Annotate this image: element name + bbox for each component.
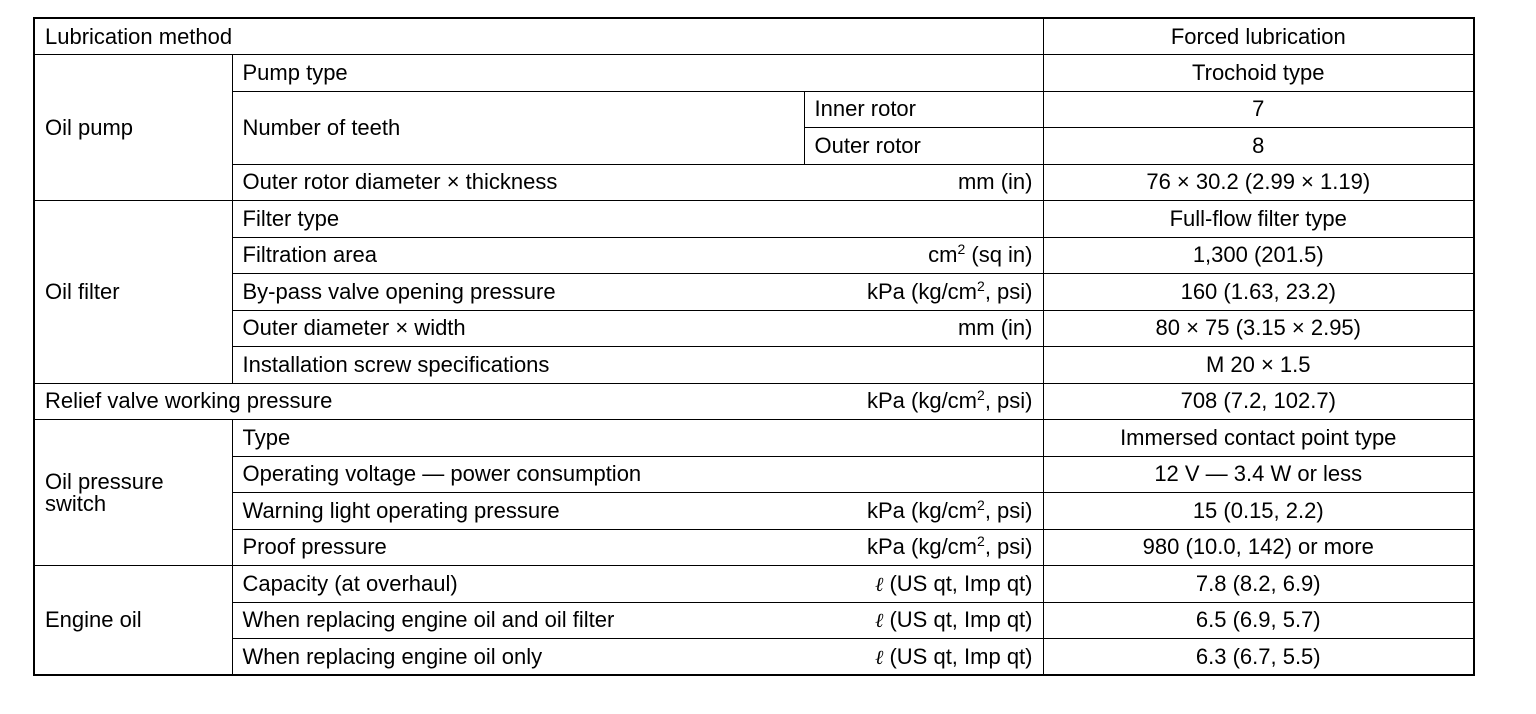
table-row	[34, 493, 1474, 530]
operating-voltage-label: Operating voltage — power consumption	[232, 456, 1043, 493]
installation-screw-value: M 20 × 1.5	[1043, 347, 1474, 384]
capacity-unit: ℓ (US qt, Imp qt)	[804, 566, 1043, 603]
number-of-teeth-label: Number of teeth	[232, 91, 804, 164]
filter-type-label: Filter type	[232, 201, 1043, 238]
oil-only-value: 6.3 (6.7, 5.5)	[1043, 639, 1474, 676]
litre-icon: ℓ	[875, 644, 884, 669]
pump-type-value: Trochoid type	[1043, 55, 1474, 92]
warning-pressure-label: Warning light operating pressure	[232, 493, 804, 530]
oil-filter-label: Oil filter	[34, 201, 232, 384]
table-row	[34, 237, 1474, 274]
switch-type-label: Type	[232, 420, 1043, 457]
table-row	[34, 91, 1474, 128]
relief-valve-label: Relief valve working pressure	[34, 383, 804, 420]
outer-rotor-dimension-label: Outer rotor diameter × thickness	[232, 164, 804, 201]
warning-pressure-value: 15 (0.15, 2.2)	[1043, 493, 1474, 530]
proof-pressure-unit: kPa ($kg/cm^2$, psi)	[804, 529, 1043, 566]
bypass-pressure-label: By-pass valve opening pressure	[232, 274, 804, 311]
relief-valve-value: 708 (7.2, 102.7)	[1043, 383, 1474, 420]
capacity-value: 7.8 (8.2, 6.9)	[1043, 566, 1474, 603]
oil-and-filter-unit: ℓ (US qt, Imp qt)	[804, 602, 1043, 639]
table-row	[34, 201, 1474, 238]
lubrication-method-value: Forced lubrication	[1043, 18, 1474, 55]
outer-rotor-label: Outer rotor	[804, 128, 1043, 165]
filtration-area-value: 1,300 (201.5)	[1043, 237, 1474, 274]
lubrication-method-label: Lubrication method	[34, 18, 1043, 55]
outer-diameter-label: Outer diameter × width	[232, 310, 804, 347]
table-row	[34, 566, 1474, 603]
lubrication-spec-table	[33, 17, 1475, 676]
table-row	[34, 420, 1474, 457]
proof-pressure-value: 980 (10.0, 142) or more	[1043, 529, 1474, 566]
relief-valve-unit: kPa ($kg/cm^2$, psi)	[804, 383, 1043, 420]
oil-pump-label: Oil pump	[34, 55, 232, 201]
table-row	[34, 383, 1474, 420]
capacity-label: Capacity (at overhaul)	[232, 566, 804, 603]
table-row	[34, 456, 1474, 493]
table-row	[34, 55, 1474, 92]
outer-rotor-dimension-value: 76 × 30.2 (2.99 × 1.19)	[1043, 164, 1474, 201]
bypass-pressure-unit: kPa ($kg/cm^2$, psi)	[804, 274, 1043, 311]
proof-pressure-label: Proof pressure	[232, 529, 804, 566]
engine-oil-label: Engine oil	[34, 566, 232, 676]
installation-screw-label: Installation screw specifications	[232, 347, 1043, 384]
oil-and-filter-value: 6.5 (6.9, 5.7)	[1043, 602, 1474, 639]
filtration-area-unit: $cm^2$ (sq in)	[804, 237, 1043, 274]
operating-voltage-value: 12 V — 3.4 W or less	[1043, 456, 1474, 493]
outer-diameter-value: 80 × 75 (3.15 × 2.95)	[1043, 310, 1474, 347]
pump-type-label: Pump type	[232, 55, 1043, 92]
filtration-area-label: Filtration area	[232, 237, 804, 274]
inner-rotor-label: Inner rotor	[804, 91, 1043, 128]
bypass-pressure-value: 160 (1.63, 23.2)	[1043, 274, 1474, 311]
litre-icon: ℓ	[875, 608, 884, 633]
litre-icon: ℓ	[875, 571, 884, 596]
oil-only-unit: ℓ (US qt, Imp qt)	[804, 639, 1043, 676]
table-row	[34, 18, 1474, 55]
outer-diameter-unit: mm (in)	[804, 310, 1043, 347]
oil-only-label: When replacing engine oil only	[232, 639, 804, 676]
table-row	[34, 347, 1474, 384]
outer-rotor-dimension-unit: mm (in)	[804, 164, 1043, 201]
table-row	[34, 274, 1474, 311]
inner-rotor-value: 7	[1043, 91, 1474, 128]
table-row	[34, 529, 1474, 566]
switch-type-value: Immersed contact point type	[1043, 420, 1474, 457]
table-row	[34, 602, 1474, 639]
table-row	[34, 310, 1474, 347]
warning-pressure-unit: kPa ($kg/cm^2$, psi)	[804, 493, 1043, 530]
table-row	[34, 639, 1474, 676]
oil-and-filter-label: When replacing engine oil and oil filter	[232, 602, 804, 639]
filter-type-value: Full-flow filter type	[1043, 201, 1474, 238]
table-row	[34, 164, 1474, 201]
oil-pressure-switch-label: Oil pressure switch	[34, 420, 232, 566]
outer-rotor-value: 8	[1043, 128, 1474, 165]
